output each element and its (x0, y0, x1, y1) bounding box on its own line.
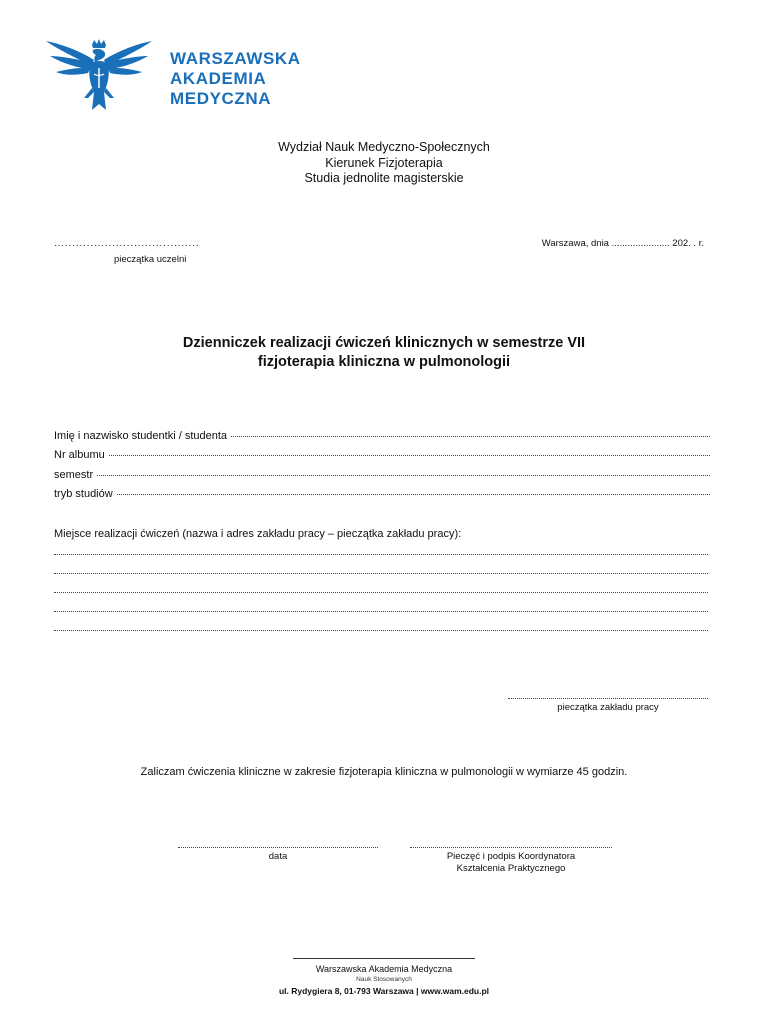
coordinator-label-line-2: Kształcenia Praktycznego (456, 863, 566, 874)
workplace-line-1[interactable] (54, 553, 708, 555)
footer-subtitle: Nauk Stosowanych (356, 976, 412, 983)
album-number-label: Nr albumu (54, 449, 105, 461)
study-type: Studia jednolite magisterskie (304, 171, 464, 185)
coordinator-signature-dots[interactable] (410, 846, 612, 848)
faculty-header (0, 140, 768, 187)
footer-address: ul. Rydygiera 8, 01-793 Warszawa | www.wam.edu.pl (278, 986, 490, 996)
study-mode-field[interactable] (54, 488, 710, 506)
student-name-dots[interactable] (231, 435, 710, 437)
semester-dots[interactable] (97, 474, 710, 476)
workplace-heading: Miejsce realizacji ćwiczeń (nazwa i adres zakładu pracy – pieczątka zakładu pracy): (54, 528, 462, 540)
logo-line-2: AKADEMIA (170, 69, 267, 88)
student-name-field[interactable] (54, 430, 710, 448)
place-date-field[interactable]: Warszawa, dnia ...................... 202. . r. (541, 238, 704, 249)
workplace-line-4[interactable] (54, 610, 708, 612)
university-stamp-label: pieczątka uczelni (114, 254, 187, 265)
album-number-field[interactable] (54, 449, 710, 467)
workplace-stamp-dots[interactable] (508, 697, 708, 699)
study-mode-dots[interactable] (117, 493, 710, 495)
workplace-line-2[interactable] (54, 572, 708, 574)
logo-line-1: WARSZAWSKA (170, 49, 301, 68)
eagle-crown-icon (44, 38, 154, 118)
document-title (0, 334, 768, 372)
coordinator-label-line-1: Pieczęć i podpis Koordynatora (446, 851, 576, 862)
footer-divider (293, 958, 475, 959)
workplace-stamp-label: pieczątka zakładu pracy (557, 702, 659, 713)
workplace-line-5[interactable] (54, 629, 708, 631)
logo-line-3: MEDYCZNA (170, 89, 272, 108)
semester-field[interactable] (54, 469, 710, 487)
title-line-1: Dzienniczek realizacji ćwiczeń klinicznych w semestrze VII (182, 335, 586, 351)
faculty-name: Wydział Nauk Medyczno-Społecznych (278, 140, 490, 154)
album-number-dots[interactable] (109, 454, 710, 456)
logo-wordmark (170, 49, 301, 109)
completion-statement: Zaliczam ćwiczenia kliniczne w zakresie fizjoterapia kliniczna w pulmonologii w wymiarze 45 godzin. (140, 766, 628, 778)
coordinator-label (410, 851, 612, 875)
workplace-line-3[interactable] (54, 591, 708, 593)
study-mode-label: tryb studiów (54, 488, 113, 500)
title-line-2: fizjoterapia kliniczna w pulmonologii (257, 354, 511, 370)
date-label: data (268, 851, 288, 862)
footer-name: Warszawska Akademia Medyczna (315, 964, 453, 974)
date-signature-dots[interactable] (178, 846, 378, 848)
semester-label: semestr (54, 469, 94, 481)
field-of-study: Kierunek Fizjoterapia (325, 155, 443, 170)
footer (0, 964, 768, 997)
university-stamp-dots: ........................................ (54, 238, 200, 249)
student-name-label: Imię i nazwisko studentki / studenta (54, 430, 228, 442)
